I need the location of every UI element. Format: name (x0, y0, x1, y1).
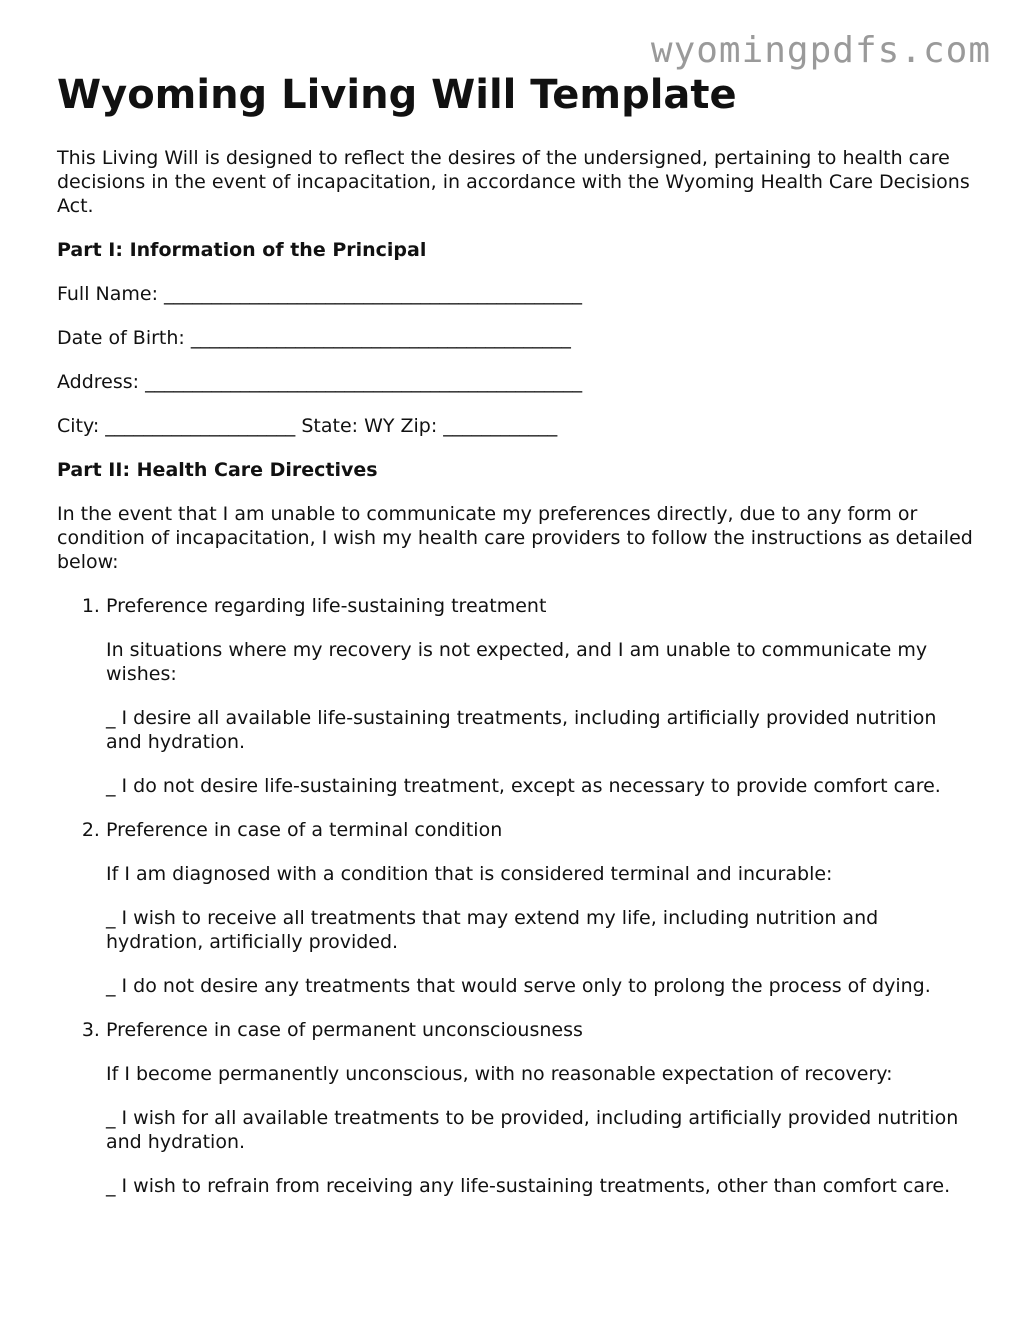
directive-item-1 (106, 594, 977, 798)
directive-item-2 (106, 818, 977, 998)
directive-title: 3. Preference in case of permanent unconsciousness (106, 1019, 583, 1041)
part2-intro: In the event that I am unable to communicate my preferences directly, due to any form or condition of incapacitation, I wish my health care providers to follow the instructions as detailed below: (57, 503, 973, 573)
intro-paragraph: This Living Will is designed to reflect the desires of the undersigned, pertaining to health care decisions in the event of incapacitation, in accordance with the Wyoming Health Care Decisions Act. (57, 147, 970, 217)
directive-context: If I become permanently unconscious, with no reasonable expectation of recovery: (106, 1063, 893, 1085)
directive-option-a: _ I wish to receive all treatments that may extend my life, including nutrition and hydration, artificially provided. (106, 907, 879, 953)
directive-item-3 (106, 1018, 977, 1198)
directive-option-b: _ I do not desire any treatments that would serve only to prolong the process of dying. (106, 975, 931, 997)
directive-option-a: _ I desire all available life-sustaining treatments, including artificially provided nutrition and hydration. (106, 707, 937, 753)
full-name-field: Full Name: ____________________________________________ (57, 283, 583, 305)
watermark: wyomingpdfs.com (650, 30, 991, 71)
part2-heading: Part II: Health Care Directives (57, 459, 378, 481)
directives-list (57, 594, 977, 1198)
directive-option-b: _ I do not desire life-sustaining treatment, except as necessary to provide comfort care. (106, 775, 941, 797)
date-of-birth-field: Date of Birth: ________________________________________ (57, 327, 571, 349)
part1-heading: Part I: Information of the Principal (57, 239, 427, 261)
city-state-zip-field: City: ____________________ State: WY Zip: ____________ (57, 415, 558, 437)
directive-title: 1. Preference regarding life-sustaining treatment (106, 595, 547, 617)
address-field: Address: ______________________________________________ (57, 371, 583, 393)
directive-title: 2. Preference in case of a terminal condition (106, 819, 503, 841)
page-title: Wyoming Living Will Template (57, 72, 737, 118)
directive-option-a: _ I wish for all available treatments to be provided, including artificially provided nutrition and hydration. (106, 1107, 959, 1153)
document-body (57, 146, 977, 1218)
directive-option-b: _ I wish to refrain from receiving any life-sustaining treatments, other than comfort care. (106, 1175, 951, 1197)
directive-context: If I am diagnosed with a condition that is considered terminal and incurable: (106, 863, 833, 885)
directive-context: In situations where my recovery is not expected, and I am unable to communicate my wishes: (106, 639, 928, 685)
